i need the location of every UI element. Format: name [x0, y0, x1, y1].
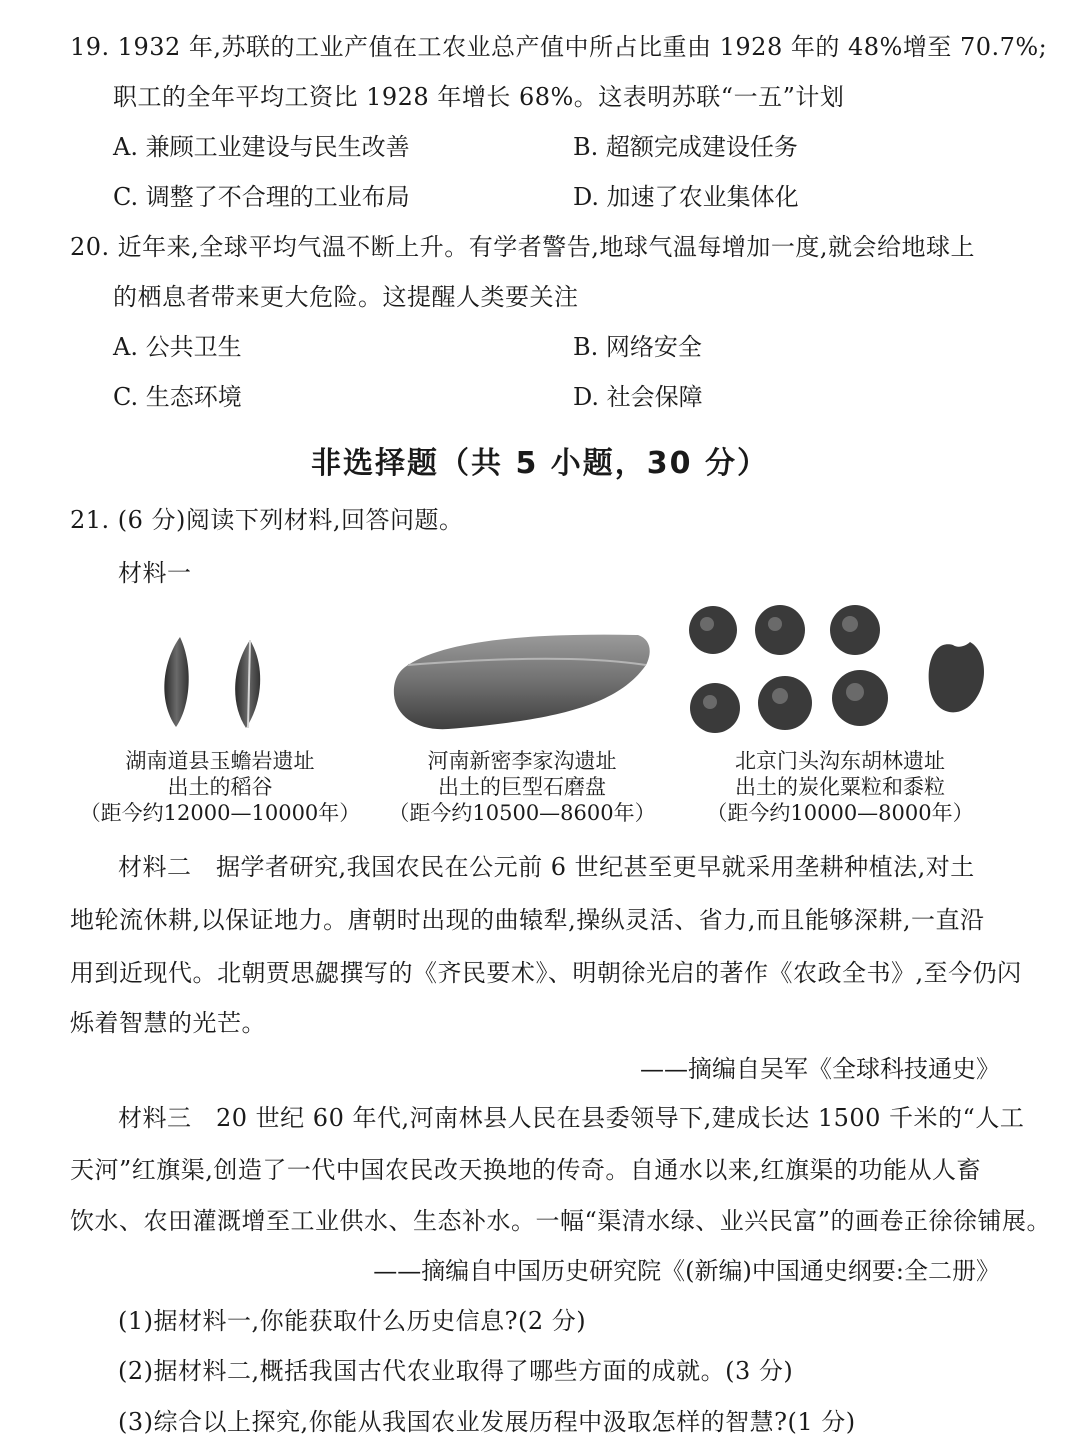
q19-number: 19. [70, 33, 110, 61]
sub-question-1: (1)据材料一,你能获取什么历史信息?(2 分) [118, 1307, 587, 1335]
figure-caption-3 [690, 748, 990, 826]
material3-source: ——摘编自中国历史研究院《(新编)中国通史纲要:全二册》 [373, 1257, 1000, 1285]
material3-line1: 材料三 20 世纪 60 年代,河南林县人民在县委领导下,建成长达 1500 千米的“人工 [118, 1104, 1025, 1132]
q20-option-c[interactable]: C. 生态环境 [113, 383, 242, 411]
caption-2-line1: 河南新密李家沟遗址 [427, 749, 617, 773]
material2-source: ——摘编自吴军《全球科技通史》 [640, 1055, 1000, 1083]
grinding-stone-photo [388, 625, 658, 737]
q19-stem-line1 [70, 30, 1047, 64]
caption-2-line3: （距今约10500—8600年） [388, 801, 656, 825]
material2-line4: 烁着智慧的光芒。 [70, 1009, 266, 1037]
q20-text-1: 近年来,全球平均气温不断上升。有学者警告,地球气温每增加一度,就会给地球上 [117, 233, 976, 261]
q20-number: 20. [70, 233, 110, 261]
rice-grains-photo [150, 632, 290, 732]
figure-caption-1 [70, 748, 370, 826]
q20-option-d[interactable]: D. 社会保障 [573, 383, 703, 411]
caption-1-line3: （距今约12000—10000年） [79, 801, 361, 825]
q19-option-c[interactable]: C. 调整了不合理的工业布局 [113, 183, 410, 211]
caption-1-line2: 出土的稻谷 [167, 775, 273, 799]
q21-intro: 21. (6 分)阅读下列材料,回答问题。 [70, 506, 464, 534]
caption-2-line2: 出土的巨型石磨盘 [438, 775, 606, 799]
q19-stem-line2: 职工的全年平均工资比 1928 年增长 68%。这表明苏联“一五”计划 [113, 83, 845, 111]
q19-option-a[interactable]: A. 兼顾工业建设与民生改善 [113, 133, 410, 161]
carbonized-grains-photo [685, 600, 1005, 745]
q20-option-a[interactable]: A. 公共卫生 [113, 333, 242, 361]
material3-line2: 天河”红旗渠,创造了一代中国农民改天换地的传奇。自通水以来,红旗渠的功能从人畜 [70, 1156, 982, 1184]
material1-label: 材料一 [118, 559, 192, 587]
sub-question-3: (3)综合以上探究,你能从我国农业发展历程中汲取怎样的智慧?(1 分) [118, 1408, 856, 1436]
caption-3-line3: （距今约10000—8000年） [706, 801, 974, 825]
material2-line2: 地轮流休耕,以保证地力。唐朝时出现的曲辕犁,操纵灵活、省力,而且能够深耕,一直沿 [70, 906, 985, 934]
q19-text-1: 1932 年,苏联的工业产值在工农业总产值中所占比重由 1928 年的 48%增至 70.7%; [117, 33, 1048, 61]
caption-1-line1: 湖南道县玉蟾岩遗址 [125, 749, 315, 773]
q20-option-b[interactable]: B. 网络安全 [573, 333, 702, 361]
q20-stem-line1 [70, 230, 975, 264]
q20-stem-line2: 的栖息者带来更大危险。这提醒人类要关注 [113, 283, 579, 311]
material3-line3: 饮水、农田灌溉增至工业供水、生态补水。一幅“渠清水绿、业兴民富”的画卷正徐徐铺展。 [70, 1207, 1052, 1235]
section-title: 非选择题（共 5 小题，30 分） [311, 446, 769, 481]
material2-line1: 材料二 据学者研究,我国农民在公元前 6 世纪甚至更早就采用垄耕种植法,对土 [118, 853, 975, 881]
caption-3-line1: 北京门头沟东胡林遗址 [735, 749, 945, 773]
caption-3-line2: 出土的炭化粟粒和黍粒 [735, 775, 945, 799]
material2-line3: 用到近现代。北朝贾思勰撰写的《齐民要术》、明朝徐光启的著作《农政全书》,至今仍闪 [70, 959, 1022, 987]
q19-option-d[interactable]: D. 加速了农业集体化 [573, 183, 799, 211]
q19-option-b[interactable]: B. 超额完成建设任务 [573, 133, 798, 161]
sub-question-2: (2)据材料二,概括我国古代农业取得了哪些方面的成就。(3 分) [118, 1357, 794, 1385]
figure-caption-2 [372, 748, 672, 826]
